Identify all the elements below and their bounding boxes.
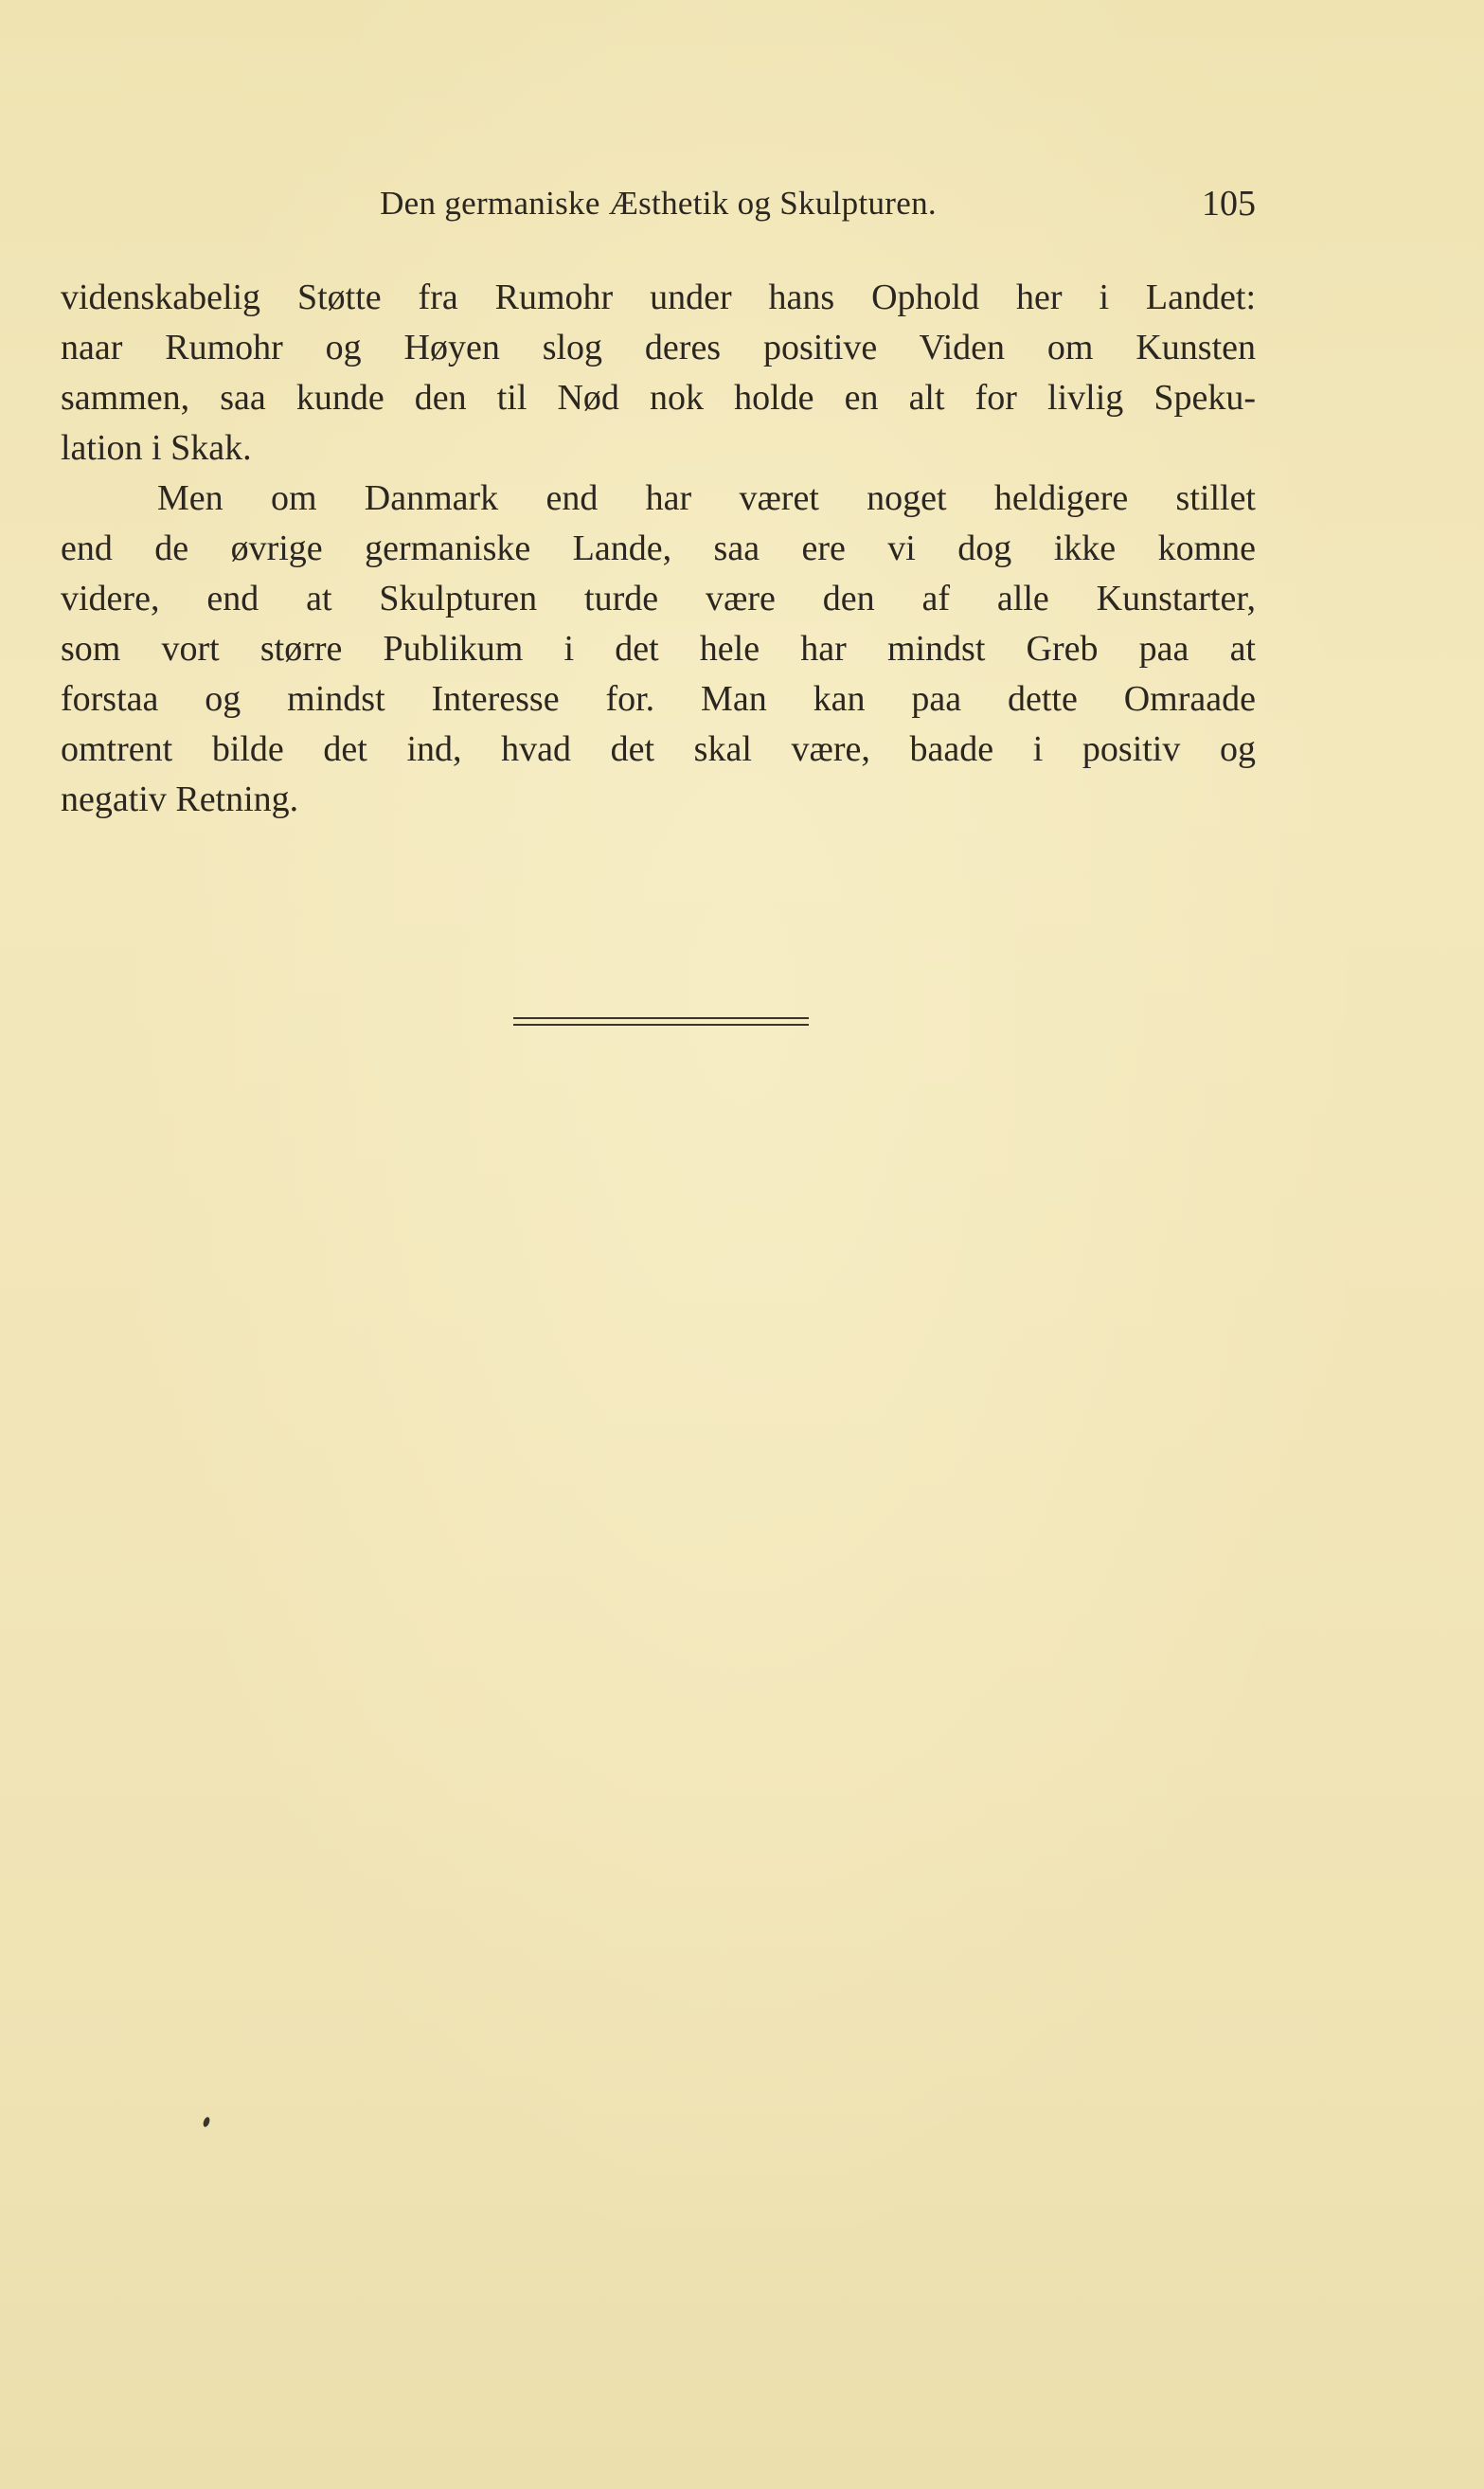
paragraph-1: [61, 273, 1256, 474]
text-line: sammen, saa kunde den til Nød nok holde en alt for livlig Speku-: [61, 378, 1256, 418]
text-line: videnskabelig Støtte fra Rumohr under hans Ophold her i Landet:: [61, 278, 1256, 317]
page-number: 105: [1202, 184, 1256, 224]
text-line: lation i Skak.: [61, 428, 252, 468]
body-text: [61, 273, 1256, 825]
text-line: negativ Retning.: [61, 779, 299, 819]
text-line: naar Rumohr og Høyen slog deres positive Viden om Kunsten: [61, 328, 1256, 367]
text-line: forstaa og mindst Interesse for. Man kan paa dette Omraade: [61, 679, 1256, 719]
text-line: Men om Danmark end har været noget heldigere stillet: [157, 478, 1256, 518]
section-end-rule: [513, 1024, 809, 1026]
text-line: end de øvrige germaniske Lande, saa ere vi dog ikke komne: [61, 528, 1256, 568]
ink-speck: [202, 2116, 210, 2127]
text-line: som vort større Publikum i det hele har mindst Greb paa at: [61, 629, 1256, 669]
text-line: videre, end at Skulpturen turde være den af alle Kunstarter,: [61, 579, 1256, 618]
text-line: omtrent bilde det ind, hvad det skal være, baade i positiv og: [61, 729, 1256, 769]
running-head: [61, 180, 1256, 227]
running-title: Den germaniske Æsthetik og Skulpturen.: [380, 185, 937, 222]
paragraph-2: [61, 474, 1256, 825]
section-end-rule: [513, 1017, 809, 1019]
